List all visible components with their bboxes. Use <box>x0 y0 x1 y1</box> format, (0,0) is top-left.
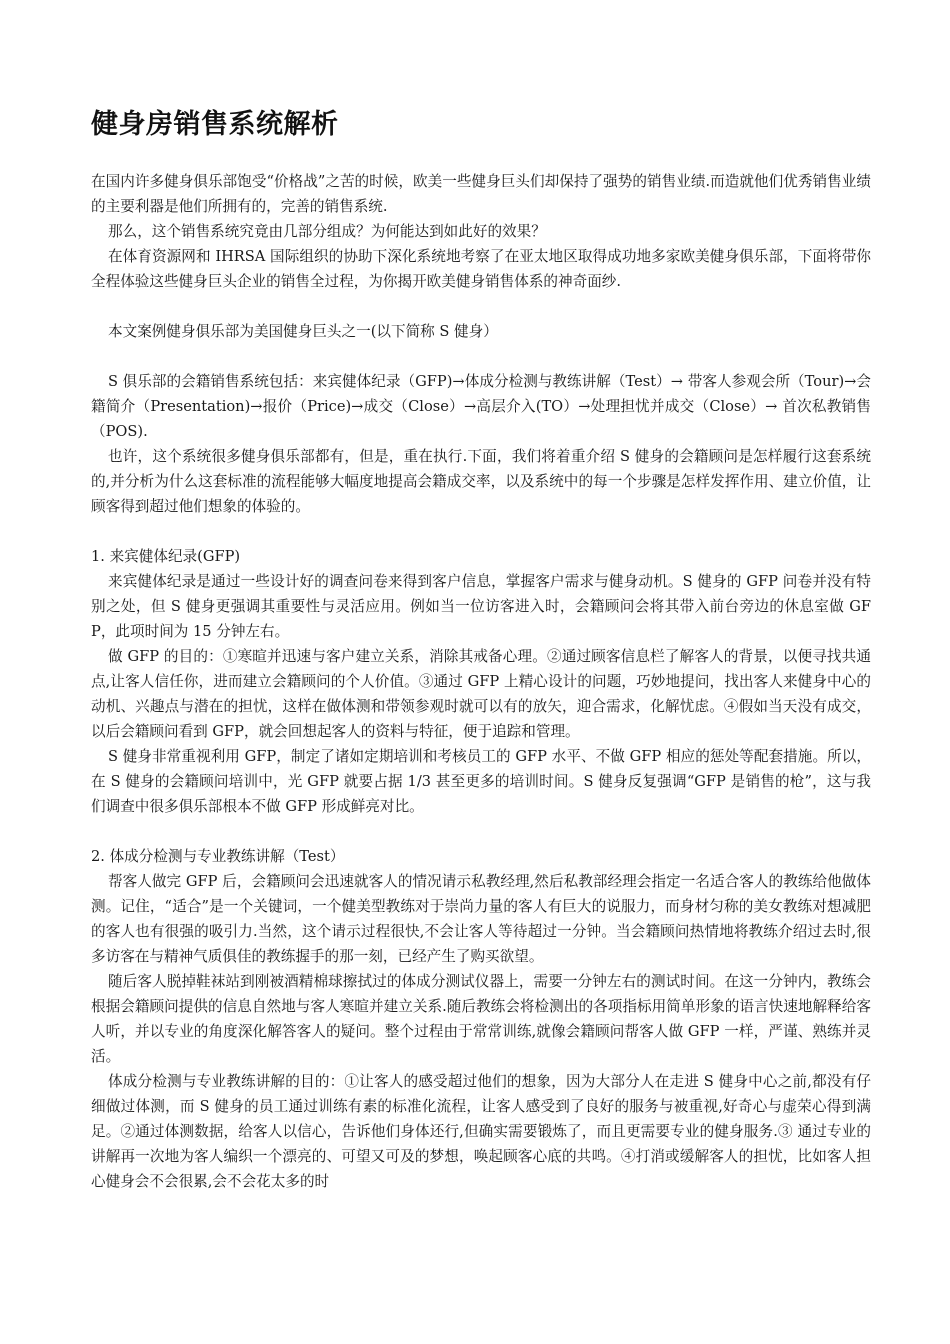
spacer <box>91 344 871 369</box>
paragraph-gfp-intro: 来宾健体纪录是通过一些设计好的调查问卷来得到客户信息，掌握客户需求与健身动机。S 健身的 GFP 问卷并没有特别之处，但 S 健身更强调其重要性与灵活应用。例如当一位访客进入时，会籍顾问会将其带入前台旁边的休息室做 GFP，此项时间为 15 分钟左右。 <box>91 573 871 640</box>
paragraph-execution: 也许，这个系统很多健身俱乐部都有，但是，重在执行.下面，我们将着重介绍 S 健身的会籍顾问是怎样履行这套系统的,并分析为什么这套标准的流程能够大幅度地提高会籍成交率，以及系统中的每一个步骤是怎样发挥作用、建立价值，让顾客得到超过他们想象的体验的。 <box>91 448 871 515</box>
paragraph-gfp-purpose: 做 GFP 的目的：①寒暄并迅速与客户建立关系，消除其戒备心理。②通过顾客信息栏了解客人的背景，以便寻找共通点,让客人信任你，进而建立会籍顾问的个人价值。③通过 GFP 上精心设计的问题，巧妙地提问，找出客人来健身中心的动机、兴趣点与潜在的担忧，这样在做体测和带领参观时就可以有的放矢，迎合需求，化解忧虑。④假如当天没有成交，以后会籍顾问看到 GFP，就会回想起客人的资料与特征，便于追踪和管理。 <box>91 648 871 740</box>
section-heading-test: 2. 体成分检测与专业教练讲解（Test） <box>91 848 345 865</box>
spacer <box>91 294 871 319</box>
paragraph-test-purpose: 体成分检测与专业教练讲解的目的：①让客人的感受超过他们的想象，因为大部分人在走进 S 健身中心之前,都没有仔细做过体测，而 S 健身的员工通过训练有素的标准化流程，让客人感受到了良好的服务与被重视,好奇心与虚荣心得到满足。②通过体测数据，给客人以信心，告诉他们身体还行,但确实需要锻炼了，而且更需要专业的健身服务.③ 通过专业的讲解再一次地为客人编织一个漂亮的、可望又可及的梦想，唤起顾客心底的共鸣。④打消或缓解客人的担忧，比如客人担心健身会不会很累,会不会花太多的时 <box>91 1073 871 1190</box>
paragraph-question: 那么，这个销售系统究竟由几部分组成？为何能达到如此好的效果？ <box>108 223 546 240</box>
spacer <box>91 519 871 544</box>
paragraph-system-steps: S 俱乐部的会籍销售系统包括：来宾健体纪录（GFP)→体成分检测与教练讲解（Test）→ 带客人参观会所（Tour)→会籍简介（Presentation)→报价（Price)→成交（Close）→高层介入(TO）→处理担忧并成交（Close）→ 首次私教销售（POS). <box>91 373 871 440</box>
document-title: 健身房销售系统解析 <box>91 109 339 140</box>
spacer <box>91 819 871 844</box>
paragraph-test-process: 随后客人脱掉鞋袜站到刚被酒精棉球擦拭过的体成分测试仪器上，需要一分钟左右的测试时间。在这一分钟内，教练会根据会籍顾问提供的信息自然地与客人寒暄并建立关系.随后教练会将检测出的各项指标用简单形象的语言快速地解释给客人听，并以专业的角度深化解答客人的疑问。整个过程由于常常训练,就像会籍顾问帮客人做 GFP 一样，严谨、熟练并灵活。 <box>91 973 871 1065</box>
document-body <box>91 169 871 1194</box>
paragraph-gfp-importance: S 健身非常重视利用 GFP，制定了诸如定期培训和考核员工的 GFP 水平、不做 GFP 相应的惩处等配套措施。所以，在 S 健身的会籍顾问培训中，光 GFP 就要占据 1/3 甚至更多的培训时间。S 健身反复强调“GFP 是销售的枪”，这与我们调查中很多俱乐部根本不做 GFP 形成鲜亮对比。 <box>91 748 871 815</box>
paragraph-test-coach: 帮客人做完 GFP 后，会籍顾问会迅速就客人的情况请示私教经理,然后私教部经理会指定一名适合客人的教练给他做体测。记住，“适合”是一个关键词，一个健美型教练对于崇尚力量的客人有巨大的说服力，而身材匀称的美女教练对想减肥的客人也有很强的吸引力.当然，这个请示过程很快,不会让客人等待超过一分钟。当会籍顾问热情地将教练介绍过去时,很多访客在与精神气质俱佳的教练握手的那一刻，已经产生了购买欲望。 <box>91 873 871 965</box>
paragraph-research: 在体育资源网和 IHRSA 国际组织的协助下深化系统地考察了在亚太地区取得成功地多家欧美健身俱乐部，下面将带你全程体验这些健身巨头企业的销售全过程，为你揭开欧美健身销售体系的神奇面纱. <box>91 248 871 290</box>
section-heading-gfp: 1. 来宾健体纪录(GFP) <box>91 548 241 565</box>
paragraph-intro: 在国内许多健身俱乐部饱受“价格战”之苦的时候，欧美一些健身巨头们却保持了强势的销售业绩.而造就他们优秀销售业绩的主要利器是他们所拥有的，完善的销售系统. <box>91 173 871 215</box>
paragraph-case-note: 本文案例健身俱乐部为美国健身巨头之一(以下简称 S 健身） <box>108 323 498 340</box>
